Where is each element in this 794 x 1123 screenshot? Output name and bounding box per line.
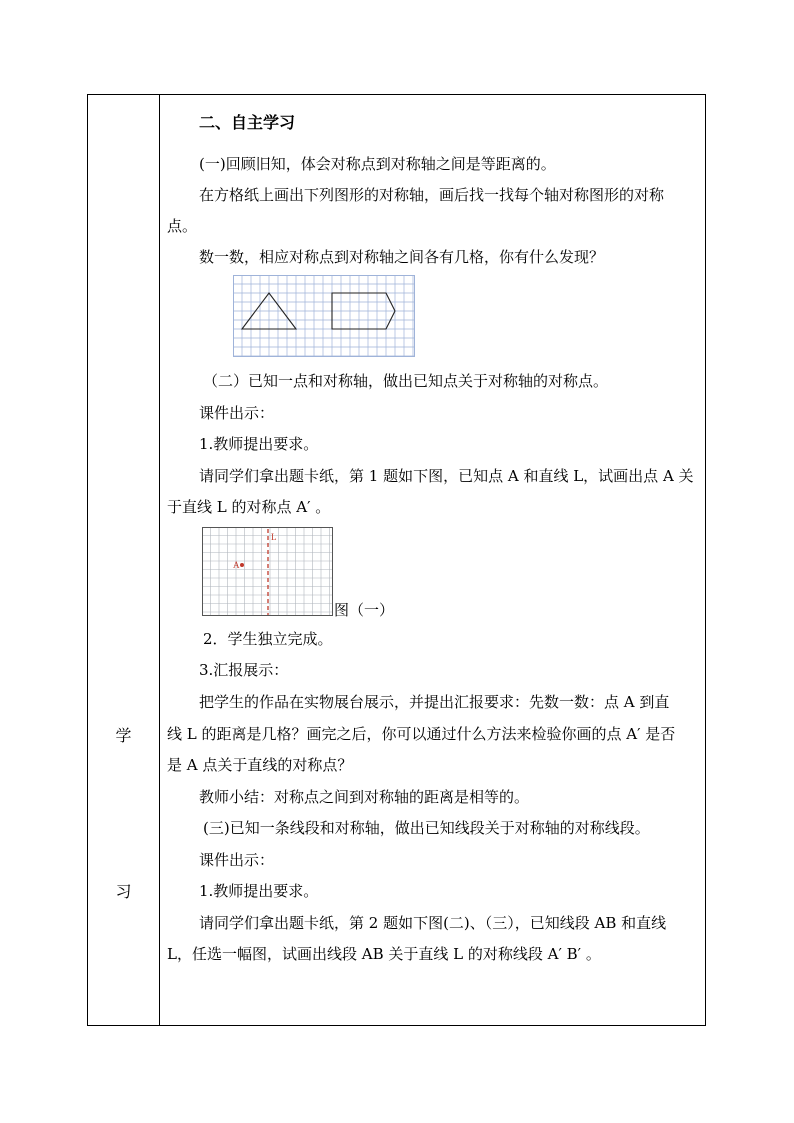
figure-point-line bbox=[202, 527, 333, 616]
paragraph: 请同学们拿出题卡纸，第 1 题如下图，已知点 A 和直线 L，试画出点 A 关 bbox=[199, 467, 694, 485]
paragraph: 课件出示： bbox=[199, 851, 275, 869]
point-a-dot bbox=[240, 563, 244, 567]
paragraph: （二）已知一点和对称轴，做出已知点关于对称轴的对称点。 bbox=[203, 372, 609, 390]
paragraph: 于直线 L 的对称点 A′ 。 bbox=[167, 498, 331, 516]
line-l-label: L bbox=[271, 532, 277, 542]
paragraph: (三)已知一条线段和对称轴，做出已知线段关于对称轴的对称线段。 bbox=[203, 819, 650, 837]
paragraph: 2．学生独立完成。 bbox=[203, 630, 333, 648]
paragraph: 请同学们拿出题卡纸，第 2 题如下图(二)、（三），已知线段 AB 和直线 bbox=[199, 914, 667, 932]
left-label-bottom: 习 bbox=[115, 882, 132, 901]
paragraph: 1.教师提出要求。 bbox=[199, 882, 319, 900]
paragraph: (一)回顾旧知，体会对称点到对称轴之间是等距离的。 bbox=[199, 155, 556, 173]
figure-grid-shapes bbox=[233, 275, 415, 357]
lesson-table bbox=[87, 94, 706, 1026]
section-heading: 二、自主学习 bbox=[199, 113, 296, 132]
paragraph: 课件出示： bbox=[199, 404, 275, 422]
paragraph: 线 L 的距离是几格？画完之后，你可以通过什么方法来检验你画的点 A′ 是否 bbox=[167, 725, 676, 743]
paragraph: 1.教师提出要求。 bbox=[199, 435, 319, 453]
paragraph: 是 A 点关于直线的对称点？ bbox=[167, 756, 353, 774]
left-label-top: 学 bbox=[115, 726, 132, 745]
paragraph: 在方格纸上画出下列图形的对称轴，画后找一找每个轴对称图形的对称 bbox=[199, 186, 665, 204]
paragraph: L，任选一幅图，试画出线段 AB 关于直线 L 的对称线段 A′ B′ 。 bbox=[167, 945, 601, 963]
paragraph: 点。 bbox=[167, 217, 198, 235]
paragraph: 数一数，相应对称点到对称轴之间各有几格，你有什么发现？ bbox=[199, 248, 605, 266]
paragraph: 3.汇报展示： bbox=[199, 661, 289, 679]
paragraph: 把学生的作品在实物展台展示，并提出汇报要求：先数一数：点 A 到直 bbox=[199, 693, 670, 711]
column-divider bbox=[159, 95, 160, 1025]
paragraph: 教师小结：对称点之间到对称轴的距离是相等的。 bbox=[199, 788, 530, 806]
point-a-label: A bbox=[233, 560, 240, 570]
figure-caption: 图（一） bbox=[334, 601, 395, 619]
